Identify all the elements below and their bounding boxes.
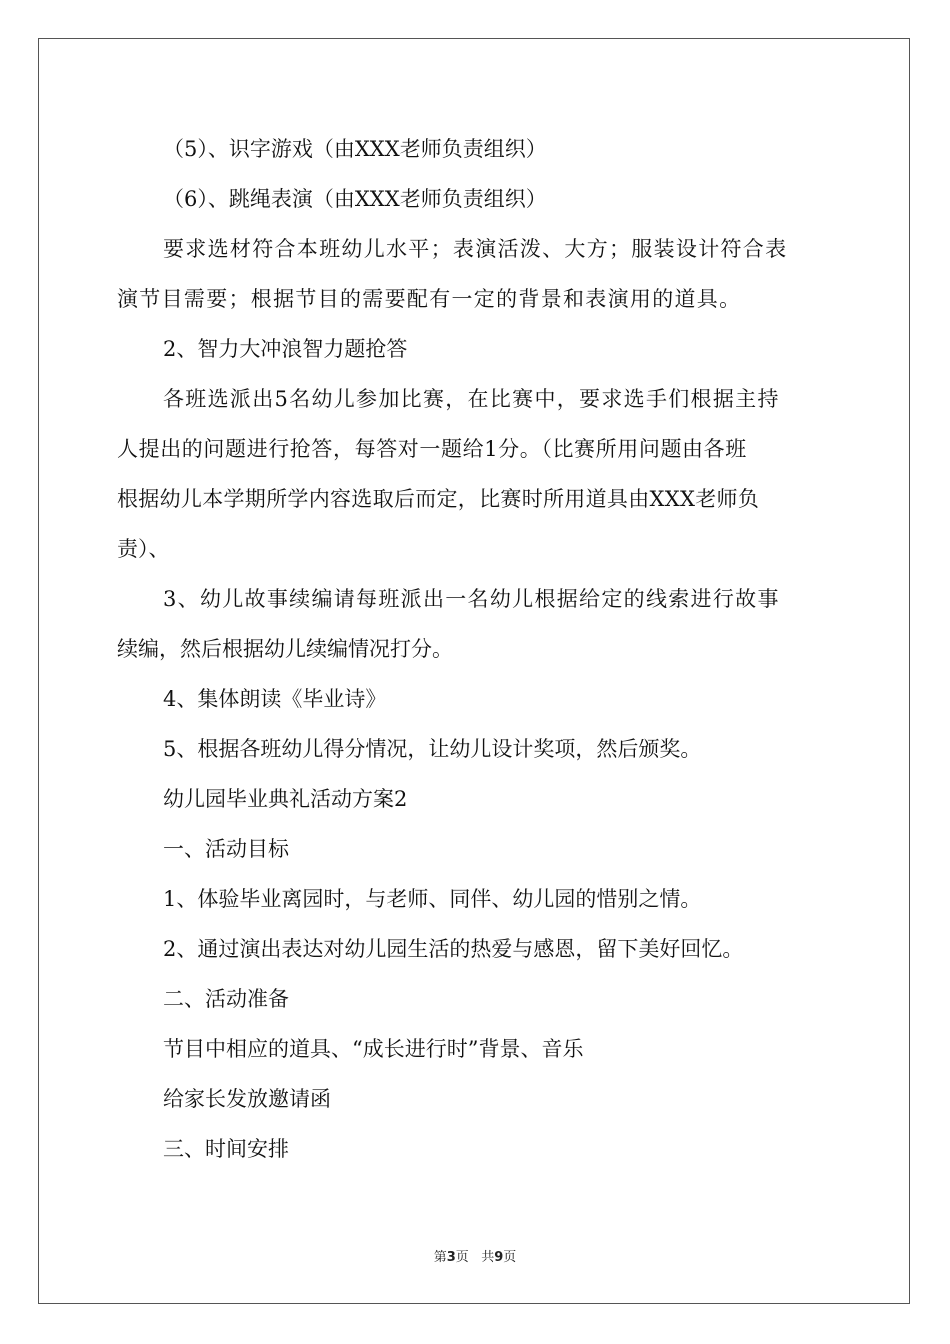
text-line: 演节目需要；根据节目的需要配有一定的背景和表演用的道具。 [117, 287, 742, 311]
text-line: 续编，然后根据幼儿续编情况打分。 [117, 637, 453, 661]
text-line: 3、幼儿故事续编请每班派出一名幼儿根据给定的线索进行故事 [163, 587, 780, 611]
text-line: 4、集体朗读《毕业诗》 [163, 687, 387, 711]
page-border [38, 38, 910, 1304]
text-line: 要求选材符合本班幼儿水平；表演活泼、大方；服装设计符合表 [163, 237, 788, 261]
text-line: （5）、识字游戏（由XXX老师负责组织） [163, 137, 547, 161]
text-line: 各班选派出5名幼儿参加比赛，在比赛中，要求选手们根据主持 [163, 387, 780, 411]
text-line: 给家长发放邀请函 [163, 1087, 331, 1111]
text-line: 5、根据各班幼儿得分情况，让幼儿设计奖项，然后颁奖。 [163, 737, 702, 761]
text-line: 责）、 [117, 537, 170, 561]
section-title: 幼儿园毕业典礼活动方案2 [163, 787, 408, 811]
section-heading: 三、时间安排 [163, 1137, 289, 1161]
text-line: （6）、跳绳表演（由XXX老师负责组织） [163, 187, 547, 211]
footer-total-prefix: 共 [481, 1250, 495, 1265]
footer-total-suffix: 页 [503, 1250, 517, 1265]
total-page-count: 9 [494, 1250, 504, 1265]
text-line: 2、通过演出表达对幼儿园生活的热爱与感恩，留下美好回忆。 [163, 937, 744, 961]
text-line: 人提出的问题进行抢答，每答对一题给1分。（比赛所用问题由各班 [117, 437, 747, 461]
section-heading: 二、活动准备 [163, 987, 289, 1011]
section-heading: 一、活动目标 [163, 837, 289, 861]
text-line: 2、智力大冲浪智力题抢答 [163, 337, 408, 361]
text-line: 根据幼儿本学期所学内容选取后而定，比赛时所用道具由XXX老师负 [117, 487, 760, 511]
footer-page-suffix: 页 [455, 1250, 469, 1265]
text-line: 1、体验毕业离园时，与老师、同伴、幼儿园的惜别之情。 [163, 887, 702, 911]
page-footer [0, 1246, 950, 1265]
text-line: 节目中相应的道具、“成长进行时”背景、音乐 [163, 1037, 584, 1061]
footer-prefix: 第 [433, 1250, 447, 1265]
current-page-number: 3 [446, 1250, 456, 1265]
